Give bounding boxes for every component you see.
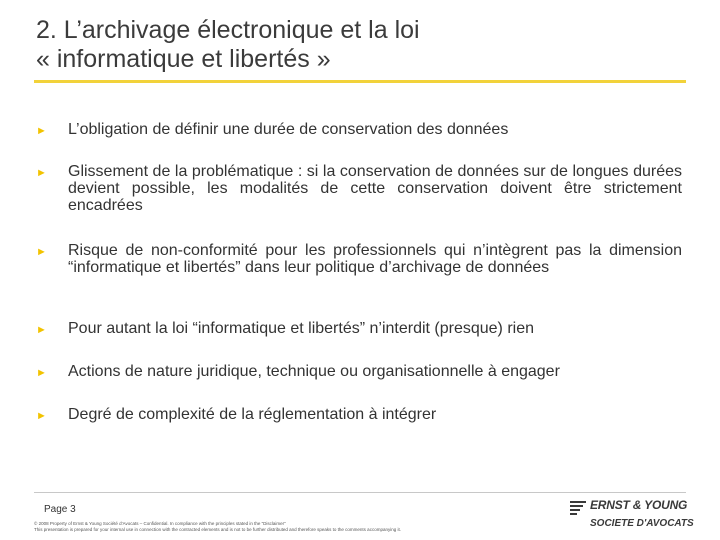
copyright-line-1: © 2008 Property of Ernst & Young Société d’Avocats – Confidential. In compliance with the principles stated in the “Disclaimer” [34, 521, 286, 526]
title-underline [34, 80, 686, 83]
bullet-item [36, 363, 682, 382]
triangle-bullet-icon: ► [36, 125, 47, 137]
slide-title [36, 16, 696, 74]
bullet-text: Pour autant la loi “informatique et libertés” n’interdit (presque) rien [68, 320, 535, 337]
bullet-item [36, 242, 682, 276]
bullet-item [36, 320, 682, 339]
slide-title-line-2: « informatique et libertés » [36, 45, 331, 73]
triangle-bullet-icon: ► [36, 167, 47, 179]
bullet-text: Degré de complexité de la réglementation à intégrer [68, 406, 437, 423]
bullet-text: L’obligation de définir une durée de conservation des données [68, 121, 509, 138]
copyright-notice [34, 521, 554, 533]
logo-stripes-icon [570, 501, 586, 515]
bullet-text: Glissement de la problématique : si la conservation de données sur de longues durées devient possible, les modalités de cette conservation doivent être strictement encadrées [68, 163, 682, 214]
footer-divider [34, 492, 686, 493]
triangle-bullet-icon: ► [36, 324, 47, 336]
bullet-item [36, 121, 682, 140]
page-number: Page 3 [44, 504, 76, 515]
bullet-text: Risque de non-conformité pour les professionnels qui n’intègrent pas la dimension “informatique et libertés” dans leur politique d’archivage de données [68, 242, 682, 276]
logo-brand-text: ERNST & YOUNG [590, 498, 688, 512]
triangle-bullet-icon: ► [36, 246, 47, 258]
bullet-text: Actions de nature juridique, technique ou organisationnelle à engager [68, 363, 560, 380]
copyright-line-2: This presentation is prepared for your internal use in connection with the contracted elements and is not to be further distributed and therefore speaks to the comments accompanying it. [34, 527, 401, 532]
slide-title-line-1: 2. L’archivage électronique et la loi [36, 16, 420, 44]
triangle-bullet-icon: ► [36, 410, 47, 422]
bullet-item [36, 406, 682, 425]
bullet-item [36, 163, 682, 214]
triangle-bullet-icon: ► [36, 367, 47, 379]
ernst-young-logo [570, 498, 694, 536]
logo-subtitle-text: SOCIETE D'AVOCATS [590, 518, 694, 529]
